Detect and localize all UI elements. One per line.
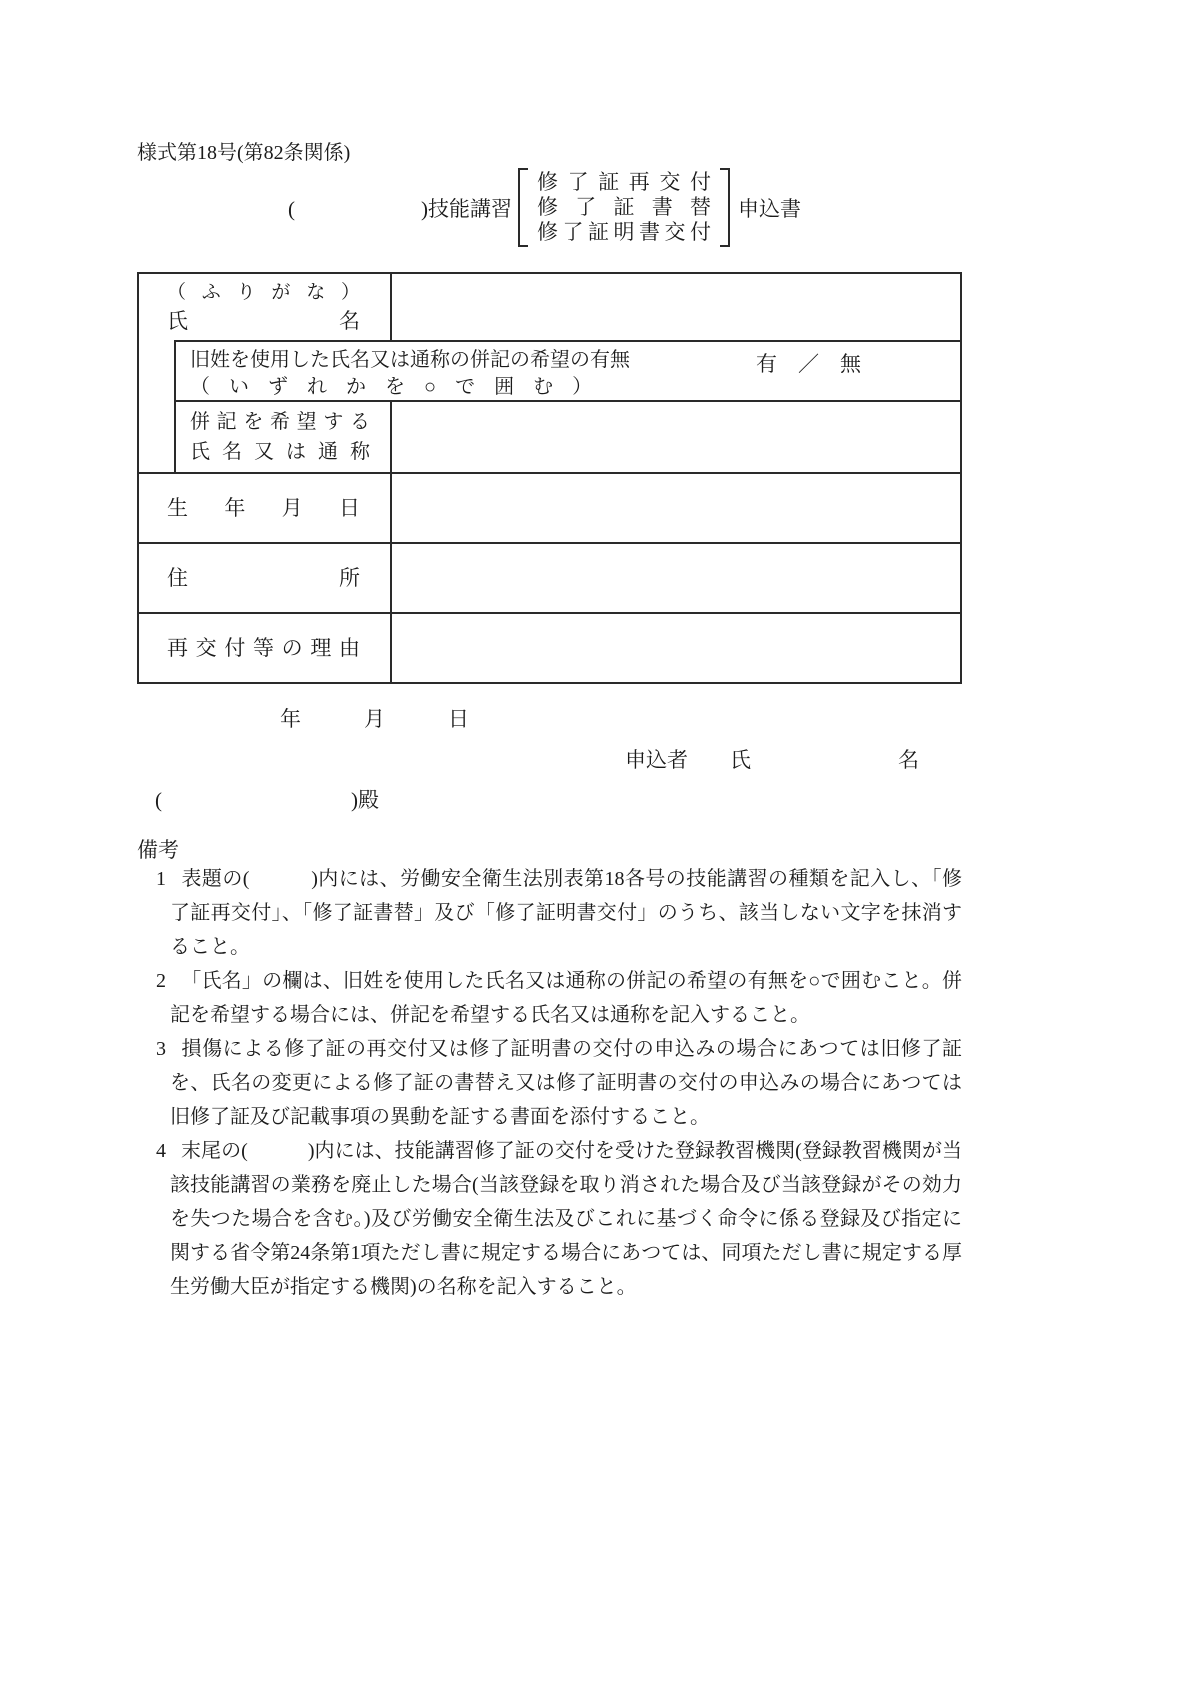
- date-line: 年 月 日: [280, 707, 469, 731]
- name-label: 氏名: [167, 309, 360, 333]
- applicant-name-line: 申込者 氏 名: [625, 748, 919, 772]
- note-text: 「氏名」の欄は、旧姓を使用した氏名又は通称の併記の希望の有無を○で囲むこと。併記を希望する場合には、併記を希望する氏名又は通称を記入すること。: [170, 970, 962, 1026]
- address-label: 住所: [167, 565, 360, 590]
- bracket-right-icon: [720, 168, 730, 247]
- title-course-blank: ( )技能講習: [288, 196, 512, 221]
- note-text: 損傷による修了証の再交付又は修了証明書の交付の申込みの場合にあつては旧修了証を、氏名の変更による修了証の書替え又は修了証明書の交付の申込みの場合にあつては旧修了証及び記載事項の異動を証する書面を添付すること。: [170, 1038, 962, 1128]
- address-row: [139, 542, 960, 612]
- note-number: 2: [156, 970, 166, 992]
- maiden-name-question: 旧姓を使用した氏名又は通称の併記の希望の有無: [190, 349, 630, 371]
- birthdate-input-cell[interactable]: [392, 474, 960, 542]
- note-text: 表題の( )内には、労働安全衛生法別表第18各号の技能講習の種類を記入し、「修了証再交付」、「修了証書替」及び「修了証明書交付」のうち、該当しない文字を抹消すること。: [170, 868, 962, 958]
- name-row: [139, 274, 960, 340]
- reason-input-cell[interactable]: [392, 614, 960, 682]
- reason-label-cell: [139, 614, 392, 682]
- addressee-line: ( )殿: [155, 788, 379, 812]
- furigana-label: （ふりがな）: [167, 282, 360, 303]
- note-text: 末尾の( )内には、技能講習修了証の交付を受けた登録教習機関(登録教習機関が当該技能講習の業務を廃止した場合(当該登録を取り消された場合及び当該登録がその効力を失つた場合を含む。)及び労働安全衛生法及びこれに基づく命令に係る登録及び指定に関する省令第24条第1項ただし書に規定する場合にあつては、同項ただし書に規定する厚生労働大臣が指定する機関)の名称を記入すること。: [170, 1140, 962, 1298]
- application-table: [137, 272, 962, 684]
- note-number: 1: [156, 868, 166, 890]
- heiki-label-line1: 併記を希望する: [190, 411, 370, 433]
- remark-note-1: [156, 862, 962, 964]
- note-number: 4: [156, 1140, 166, 1162]
- reason-row: [139, 612, 960, 682]
- title-options: [528, 168, 720, 247]
- circle-instruction: （いずれかを○で囲む）: [190, 376, 612, 398]
- maiden-name-question-row: [176, 342, 960, 400]
- maiden-name-section: [174, 340, 960, 472]
- option-certification-issue: 修了証明書交付: [537, 220, 711, 244]
- reason-label: 再交付等の理由: [167, 635, 360, 660]
- name-label-cell: [139, 274, 392, 340]
- form-title: [288, 168, 801, 247]
- remarks-notes: [156, 862, 962, 1304]
- heiki-label-line2: 氏名又は通称: [190, 441, 370, 463]
- birthdate-label: 生年月日: [167, 495, 360, 520]
- title-suffix: 申込書: [738, 196, 801, 221]
- name-section: [139, 274, 960, 472]
- address-label-cell: [139, 544, 392, 612]
- birthdate-label-cell: [139, 474, 392, 542]
- birthdate-row: [139, 472, 960, 542]
- option-certificate-reissue: 修了証再交付: [537, 170, 711, 194]
- heiki-input-cell[interactable]: [392, 402, 960, 472]
- note-number: 3: [156, 1038, 166, 1060]
- remark-note-2: [156, 964, 962, 1032]
- bracket-left-icon: [518, 168, 528, 247]
- heiki-label-cell: [176, 402, 392, 472]
- name-input-cell[interactable]: [392, 274, 960, 340]
- address-input-cell[interactable]: [392, 544, 960, 612]
- heiki-row: [176, 400, 960, 472]
- form-number: 様式第18号(第82条関係): [137, 142, 351, 164]
- remark-note-4: [156, 1134, 962, 1304]
- yes-no-choice[interactable]: 有 ／ 無: [756, 352, 861, 376]
- option-certificate-rewrite: 修了証書替: [537, 195, 711, 219]
- remarks-heading: 備考: [137, 838, 179, 862]
- remark-note-3: [156, 1032, 962, 1134]
